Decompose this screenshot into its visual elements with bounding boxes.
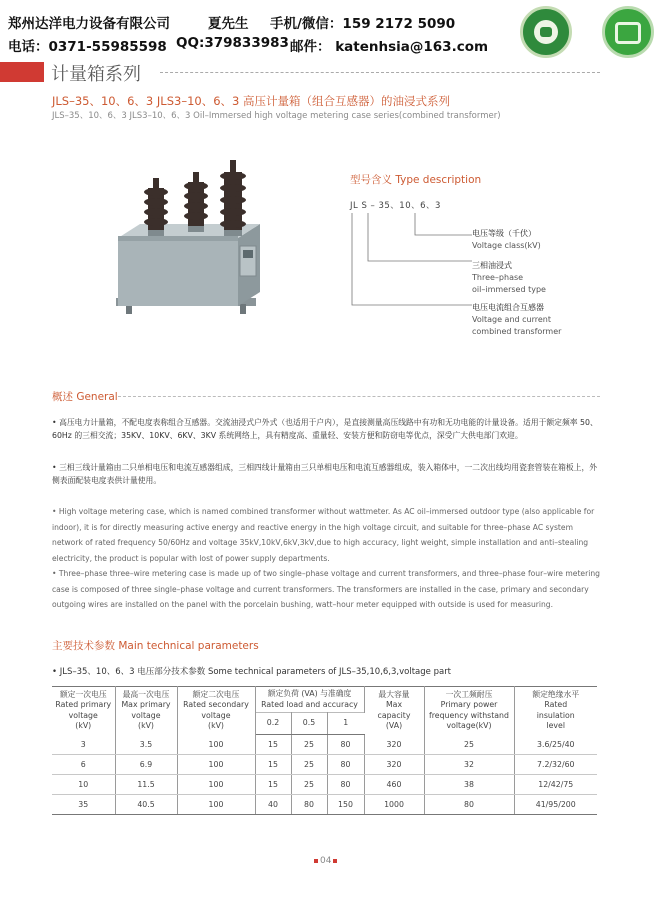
page-number: 04: [312, 856, 339, 866]
mobile-number: 手机/微信：159 2172 5090: [270, 16, 456, 32]
header-accuracy-0-2: 0.2: [255, 713, 291, 735]
header-accuracy-1: 1: [327, 713, 364, 735]
table-row: [52, 795, 597, 815]
series-subtitle-cn: JLS–35、10、6、3 JLS3–10、6、3 高压计量箱（组合互感器）的油浸式系列: [52, 94, 450, 108]
telephone: 电话：0371-55985598: [8, 39, 167, 55]
table-cell: 25: [291, 755, 327, 775]
table-row: [52, 735, 597, 755]
table-cell: 6.9: [115, 755, 177, 775]
section-title: 计量箱系列: [51, 64, 141, 85]
table-cell: 1000: [364, 795, 424, 815]
table-cell: 38: [424, 775, 514, 795]
table-row: [52, 755, 597, 775]
table-cell: 32: [424, 755, 514, 775]
model-callout-lines: [340, 205, 480, 325]
table-cell: 320: [364, 735, 424, 755]
tech-params-title: 主要技术参数 Main technical parameters: [52, 640, 259, 652]
table-cell: 11.5: [115, 775, 177, 795]
header-rated-primary-voltage: 额定一次电压 Rated primary voltage (kV): [52, 687, 115, 735]
table-cell: 15: [255, 735, 291, 755]
header-max-capacity: 最大容量 Max capacity (VA): [364, 687, 424, 735]
contact-name: 夏先生: [208, 16, 249, 32]
model-item-en: Three–phase: [472, 273, 524, 282]
header-accuracy-0-5: 0.5: [291, 713, 327, 735]
table-cell: 41/95/200: [514, 795, 597, 815]
section-marker: [0, 62, 44, 82]
company-name: 郑州达洋电力设备有限公司: [8, 16, 170, 32]
certification-logo: [520, 6, 572, 58]
model-item-en: combined transformer: [472, 327, 562, 336]
header-logos: [520, 6, 660, 62]
table-cell: 150: [327, 795, 364, 815]
table-cell: 100: [177, 795, 255, 815]
table-cell: 100: [177, 735, 255, 755]
table-cell: 460: [364, 775, 424, 795]
table-cell: 80: [424, 795, 514, 815]
table-cell: 100: [177, 755, 255, 775]
header-row-1: [8, 12, 458, 32]
table-cell: 10: [52, 775, 115, 795]
table-cell: 12/42/75: [514, 775, 597, 795]
table-cell: 100: [177, 775, 255, 795]
table-cell: 25: [291, 775, 327, 795]
model-item-en: Voltage and current: [472, 315, 552, 324]
header-rated-secondary-voltage: 额定二次电压 Rated secondary voltage (kV): [177, 687, 255, 735]
table-cell: 3: [52, 735, 115, 755]
header-max-primary-voltage: 最高一次电压 Max primary voltage (kV): [115, 687, 177, 735]
table-row: [52, 775, 597, 795]
series-subtitle-en: JLS–35、10、6、3 JLS3–10、6、3 Oil–Immersed high voltage metering case series(combined transformer): [52, 111, 501, 121]
brand-logo: [602, 6, 654, 58]
tech-params-caption: • JLS–35、10、6、3 电压部分技术参数 Some technical parameters of JLS–35,10,6,3,voltage part: [52, 667, 452, 677]
model-item-cn: 电压等级（千伏）: [472, 229, 536, 238]
table-cell: 6: [52, 755, 115, 775]
header-withstand-voltage: 一次工频耐压 Primary power frequency withstand voltage(kV): [424, 687, 514, 735]
general-paragraph-cn-1: • 高压电力计量箱，不配电度表称组合互感器。交流油浸式户外式（也适用于户内），是直接测量高压线路中有功和无功电能的计量设备。适用于额定频率 50、60Hz 的三相交流；35KV、10KV、6KV、3KV 系统网络上，具有精度高、重量轻、安装方便和防窃电等优点，深受广大供电部门欢迎。: [52, 418, 598, 440]
model-item-three-phase: [472, 260, 546, 296]
general-paragraph-en-1: • High voltage metering case, which is named combined transformer without wattmeter. As AC oil–immersed outdoor type (also applicable for indoor), it is for directly measuring active energy and reactive energy in the high voltage circuit, and suitable for three–phase AC system network of rated frequency 50/60Hz and voltage 35kV,10kV,6kV,3kV,due to high accuracy, light weight, simple installation and anti–stealing electricity, the product is popular with lost of power supply departments.: [52, 507, 595, 564]
table-cell: 40: [255, 795, 291, 815]
table-cell: 25: [424, 735, 514, 755]
table-cell: 35: [52, 795, 115, 815]
qq-number: QQ:379833983: [176, 35, 289, 51]
header-rated-load-accuracy: 额定负荷 (VA) 与准确度 Rated load and accuracy: [255, 687, 364, 713]
table-cell: 80: [327, 735, 364, 755]
model-code: JL S – 35、10、6、3: [350, 201, 441, 211]
general-title: 概述 General: [52, 391, 118, 403]
header-row-2: [8, 35, 489, 55]
model-item-cn: 三相油浸式: [472, 261, 512, 270]
model-item-en: Voltage class(kV): [472, 241, 541, 250]
table-cell: 3.5: [115, 735, 177, 755]
table-cell: 15: [255, 755, 291, 775]
table-cell: 3.6/25/40: [514, 735, 597, 755]
title-divider: [160, 72, 600, 73]
table-cell: 320: [364, 755, 424, 775]
header-insulation-level: 额定绝缘水平 Rated insulation level: [514, 687, 597, 735]
tech-params-table: [52, 686, 597, 815]
model-item-voltage-class: [472, 228, 541, 252]
table-cell: 25: [291, 735, 327, 755]
table-cell: 40.5: [115, 795, 177, 815]
general-paragraph-en-2: • Three–phase three–wire metering case is made up of two single–phase voltage and current transformers, and three–phase four–wire metering case is composed of three single–phase voltage and current transformers. The transformers are installed in the case, primary and secondary outgoing wires are installed on the panel with the porcelain bushing, watt–hour meter equipped with outside is used for measuring.: [52, 569, 600, 610]
model-item-en: oil–immersed type: [472, 285, 546, 294]
type-description-title: 型号含义 Type description: [350, 174, 482, 186]
table-cell: 80: [327, 755, 364, 775]
email-address: 邮件： katenhsia@163.com: [290, 39, 489, 55]
product-image: [108, 148, 268, 318]
general-paragraph-cn-2: • 三相三线计量箱由二只单相电压和电流互感器组成，三相四线计量箱由三只单相电压和电流互感器组成，装入箱体中，一二次出线均用瓷套管装在箱板上，外侧表面配装电度表供计量使用。: [52, 463, 598, 485]
model-item-combined-transformer: [472, 302, 561, 338]
table-cell: 7.2/32/60: [514, 755, 597, 775]
table-cell: 15: [255, 775, 291, 795]
table-cell: 80: [291, 795, 327, 815]
general-divider: [118, 396, 600, 397]
model-item-cn: 电压电流组合互感器: [472, 303, 544, 312]
table-cell: 80: [327, 775, 364, 795]
